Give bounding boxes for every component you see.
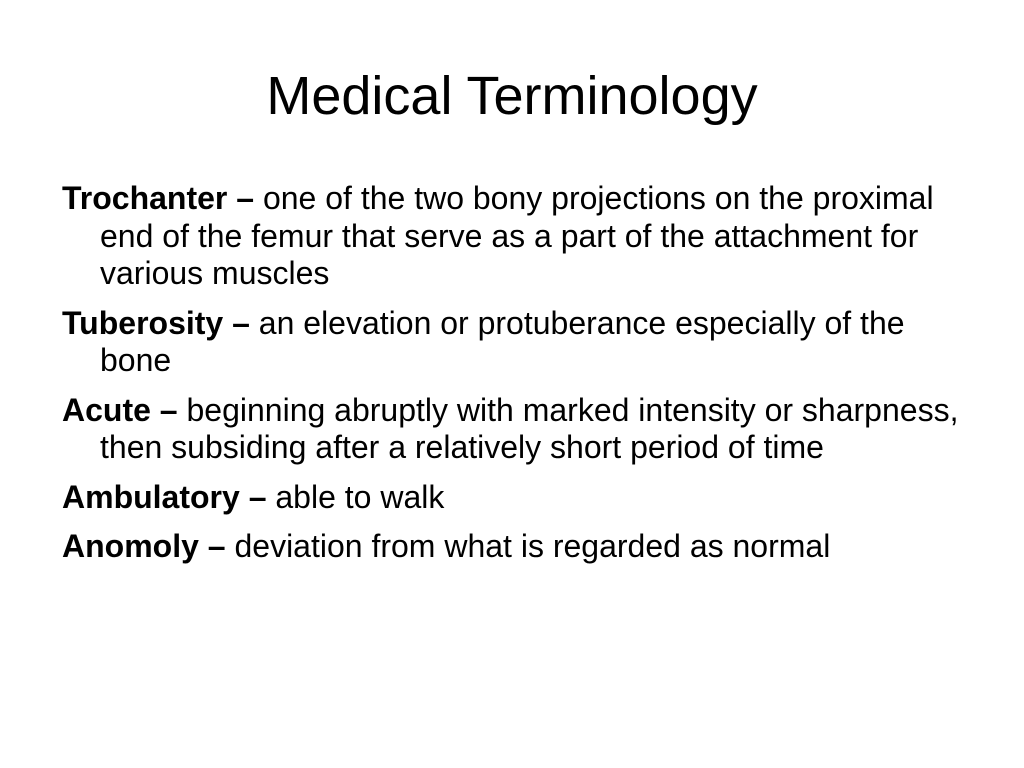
term-name: Anomoly – (62, 528, 226, 564)
term-definition: beginning abruptly with marked intensity or sharpness, then subsiding after a relatively short period of time (100, 391, 959, 465)
term-name: Trochanter – (62, 180, 255, 216)
term-name: Acute – (62, 391, 178, 428)
term-definition: one of the two bony projections on the proximal end of the femur that serve as a part of the attachment for various muscles (100, 180, 934, 291)
term-item-anomoly (62, 528, 962, 566)
term-name: Ambulatory – (62, 478, 267, 515)
term-item-acute (62, 392, 962, 467)
term-item-trochanter (62, 180, 962, 293)
term-list (62, 180, 962, 578)
term-definition: an elevation or protuberance especially of the bone (100, 304, 905, 378)
term-item-tuberosity (62, 305, 962, 380)
slide-title: Medical Terminology (266, 66, 758, 126)
term-definition: deviation from what is regarded as normal (234, 528, 831, 564)
term-item-ambulatory (62, 479, 962, 517)
term-name: Tuberosity – (62, 304, 250, 341)
term-definition: able to walk (275, 478, 445, 515)
